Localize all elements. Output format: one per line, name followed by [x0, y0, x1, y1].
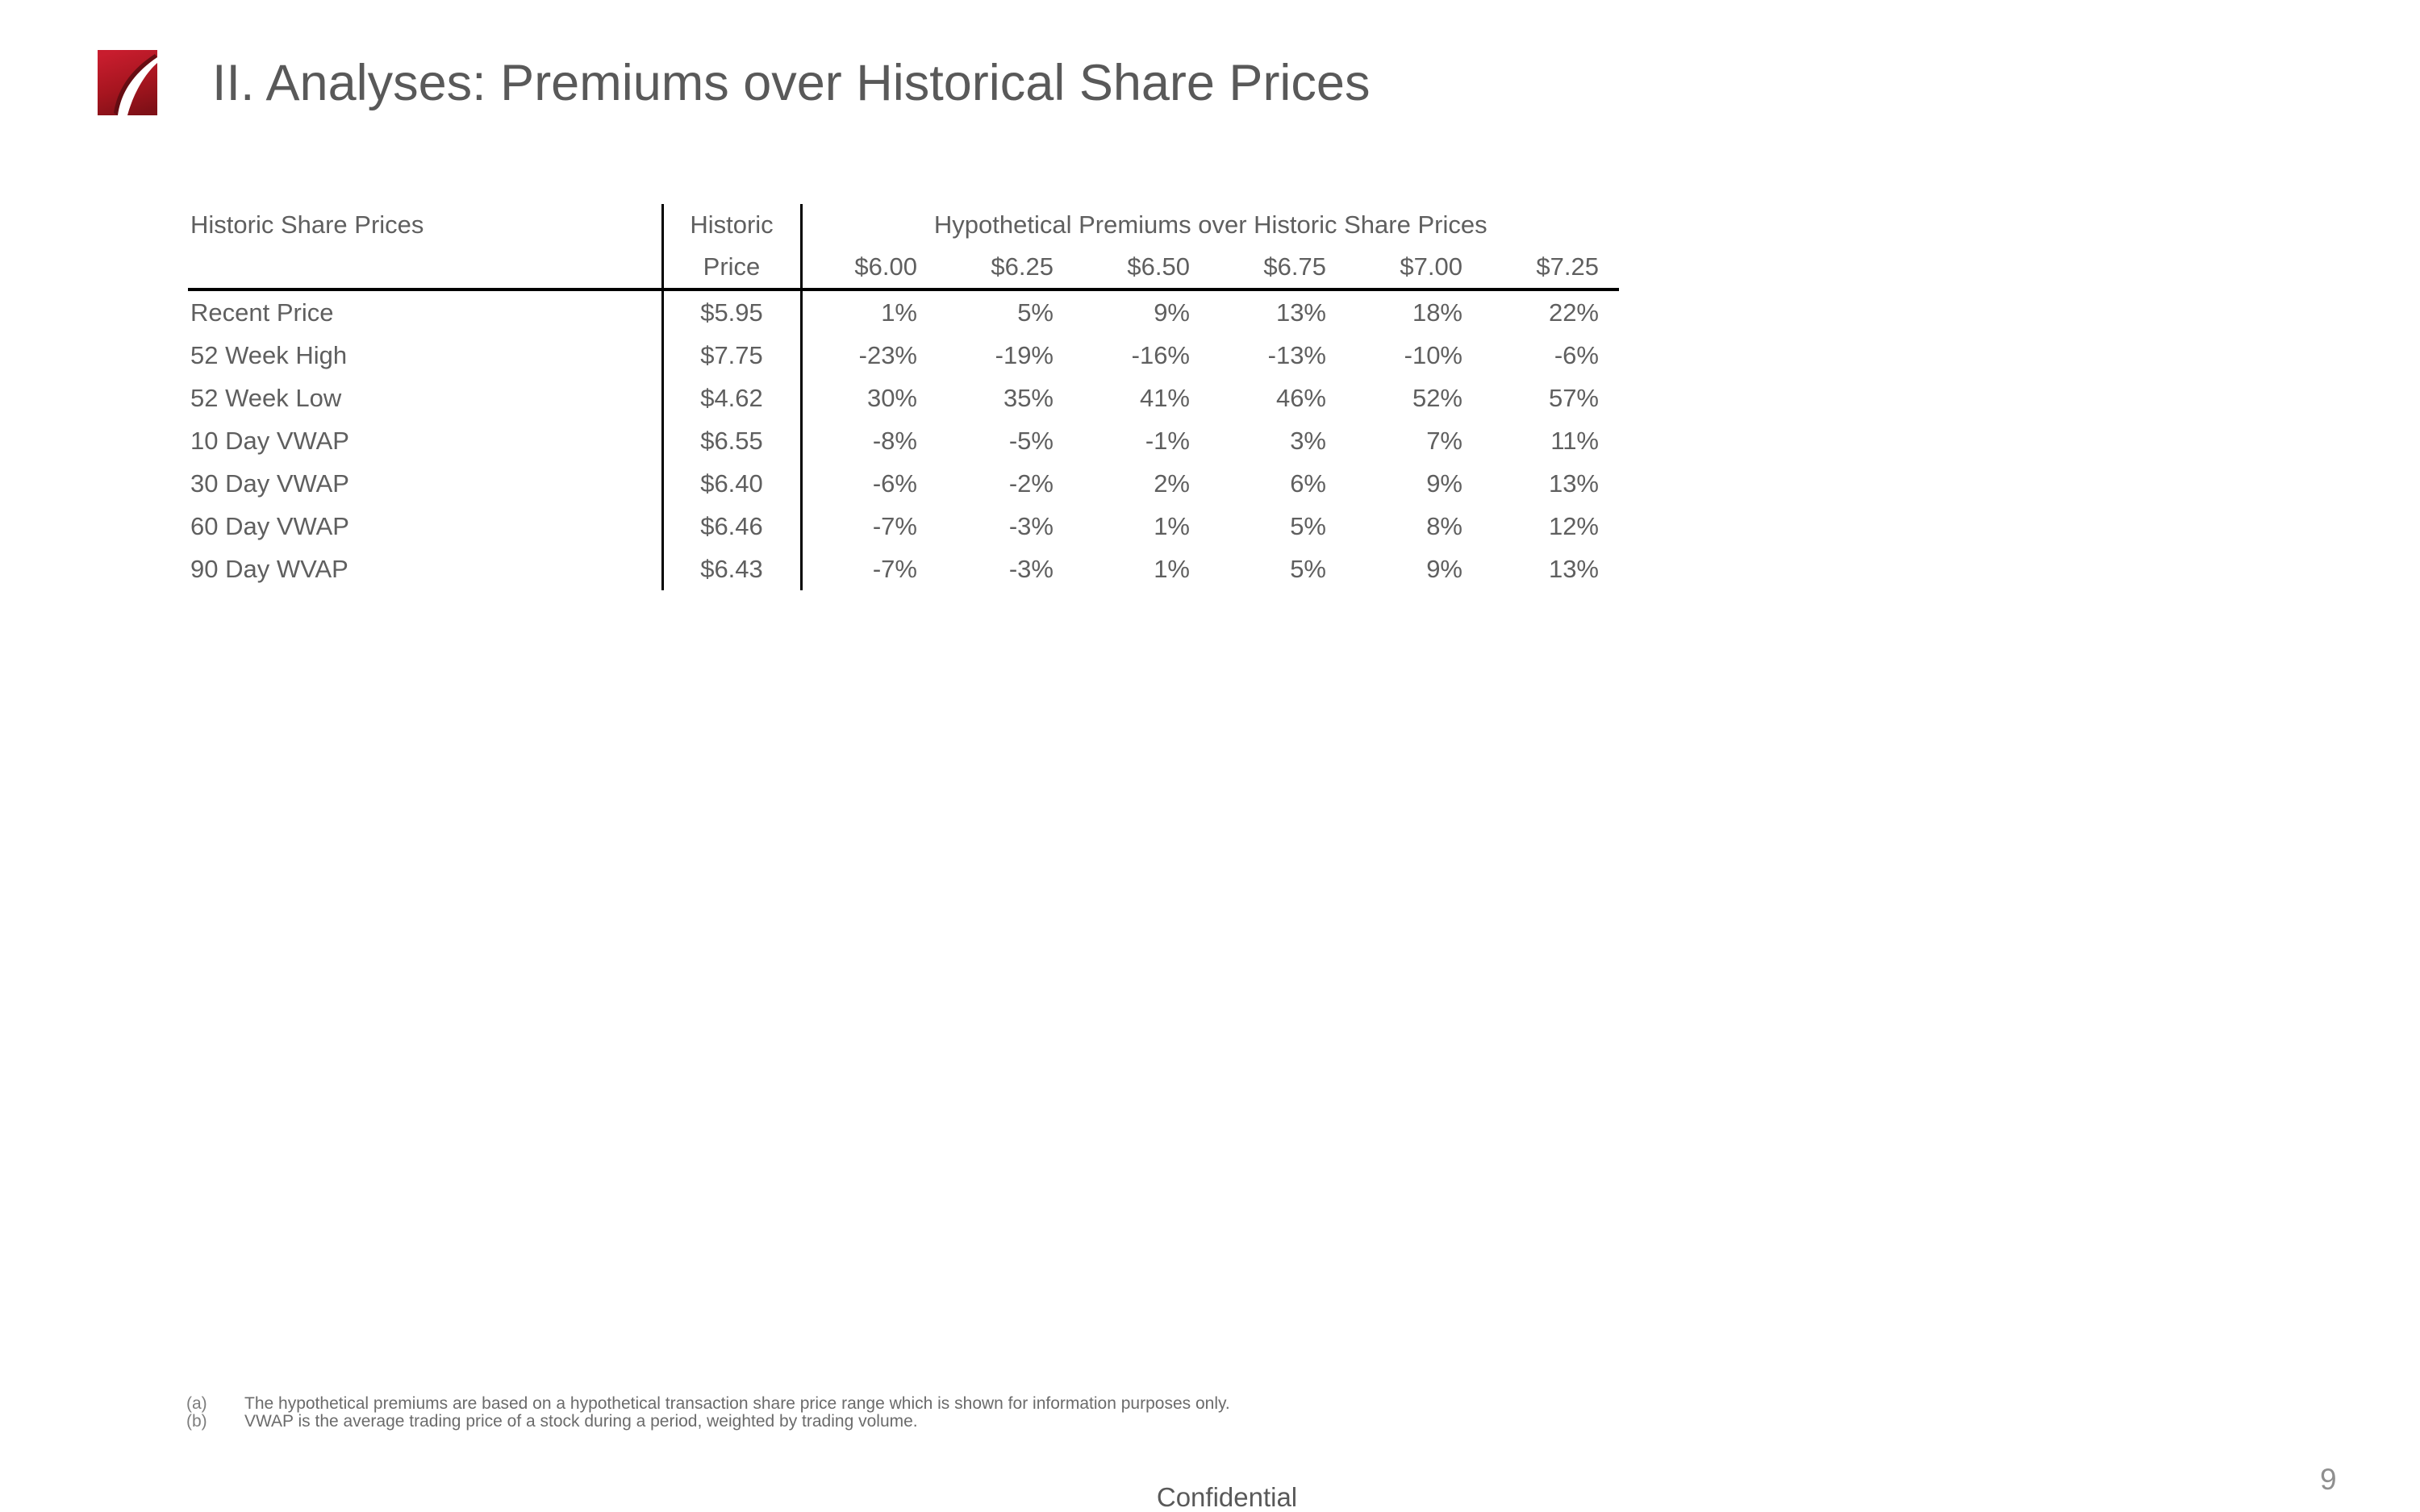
table-row [188, 377, 1619, 419]
premium-value: -19% [995, 340, 1054, 369]
historic-price-value: $4.62 [662, 377, 801, 419]
historic-price-value: $6.43 [662, 548, 801, 590]
premium-value: -8% [872, 426, 917, 455]
premium-value: 6% [1290, 469, 1326, 498]
row-label: Recent Price [190, 298, 334, 327]
historic-price-value: $6.40 [662, 462, 801, 505]
page-title: II. Analyses: Premiums over Historical Share Prices [212, 55, 1371, 111]
premium-value: -3% [1008, 554, 1054, 583]
header-price-700: $7.00 [1346, 246, 1483, 289]
premium-value: -6% [1554, 340, 1599, 369]
historic-price-value: $6.55 [662, 419, 801, 462]
premium-value: 13% [1548, 469, 1599, 498]
premium-value: 7% [1426, 426, 1462, 455]
premium-value: -5% [1008, 426, 1054, 455]
header-price: Price [662, 246, 801, 289]
header-hypothetical-premiums: Hypothetical Premiums over Historic Share Prices [933, 210, 1487, 239]
table-row [188, 548, 1619, 590]
premium-value: 9% [1426, 554, 1462, 583]
premium-value: 1% [881, 298, 917, 327]
confidential-label: Confidential [1156, 1482, 1298, 1512]
premium-value: 46% [1275, 383, 1326, 412]
premium-value: -7% [872, 511, 917, 540]
header-price-625: $6.25 [937, 246, 1074, 289]
premium-value: 8% [1426, 511, 1462, 540]
premium-value: 52% [1412, 383, 1462, 412]
premium-value: 5% [1290, 554, 1326, 583]
footnote-a [186, 1395, 1230, 1413]
premium-value: -6% [872, 469, 917, 498]
premium-value: -10% [1404, 340, 1462, 369]
header-row-1 [188, 204, 1619, 246]
header-price-675: $6.75 [1210, 246, 1346, 289]
table-row [188, 334, 1619, 377]
footnote-b-marker: (b) [186, 1412, 207, 1431]
premium-value: 18% [1412, 298, 1462, 327]
footnotes [186, 1395, 1230, 1431]
header-price-725: $7.25 [1483, 246, 1619, 289]
row-label: 30 Day VWAP [190, 469, 349, 498]
table-row [188, 462, 1619, 505]
premium-value: 5% [1290, 511, 1326, 540]
premium-value: 57% [1548, 383, 1599, 412]
premium-value: 5% [1017, 298, 1054, 327]
header-price-650: $6.50 [1074, 246, 1210, 289]
row-label: 60 Day VWAP [190, 511, 349, 540]
premium-value: 1% [1154, 554, 1190, 583]
premium-value: -2% [1008, 469, 1054, 498]
header-historic-share-prices: Historic Share Prices [190, 210, 424, 239]
page-number: 9 [2320, 1463, 2337, 1496]
row-label: 52 Week Low [190, 383, 342, 412]
footnote-a-text: The hypothetical premiums are based on a hypothetical transaction share price range which is shown for information purposes only. [244, 1394, 1230, 1413]
premium-value: -7% [872, 554, 917, 583]
header-row-2 [188, 246, 1619, 289]
premium-value: 9% [1154, 298, 1190, 327]
premium-value: -13% [1267, 340, 1326, 369]
table-row [188, 419, 1619, 462]
header-price-600: $6.00 [801, 246, 937, 289]
premium-value: 13% [1275, 298, 1326, 327]
historic-price-value: $7.75 [662, 334, 801, 377]
premium-value: 9% [1426, 469, 1462, 498]
red-swoosh-icon [98, 50, 157, 127]
premium-value: 11% [1550, 426, 1599, 455]
premium-value: 2% [1154, 469, 1190, 498]
premium-value: 30% [866, 383, 917, 412]
premium-value: -3% [1008, 511, 1054, 540]
row-label: 90 Day WVAP [190, 554, 348, 583]
table-row [188, 505, 1619, 548]
premium-value: 1% [1154, 511, 1190, 540]
premium-value: 12% [1548, 511, 1599, 540]
historic-price-value: $6.46 [662, 505, 801, 548]
company-logo [98, 50, 157, 127]
premium-value: -23% [858, 340, 917, 369]
header-empty-cell [188, 246, 662, 289]
footnote-b [186, 1413, 1230, 1431]
row-label: 52 Week High [190, 340, 348, 369]
premium-value: 41% [1139, 383, 1190, 412]
premiums-table [188, 204, 1619, 590]
premium-value: -1% [1145, 426, 1190, 455]
header-historic: Historic [662, 204, 801, 246]
premium-value: 22% [1548, 298, 1599, 327]
row-label: 10 Day VWAP [190, 426, 349, 455]
premium-value: 3% [1290, 426, 1326, 455]
premium-value: 13% [1548, 554, 1599, 583]
premium-value: 35% [1003, 383, 1054, 412]
historic-price-value: $5.95 [662, 289, 801, 334]
footnote-a-marker: (a) [186, 1394, 207, 1413]
footnote-b-text: VWAP is the average trading price of a stock during a period, weighted by trading volume. [244, 1412, 918, 1431]
table-row [188, 289, 1619, 334]
premium-value: -16% [1131, 340, 1190, 369]
